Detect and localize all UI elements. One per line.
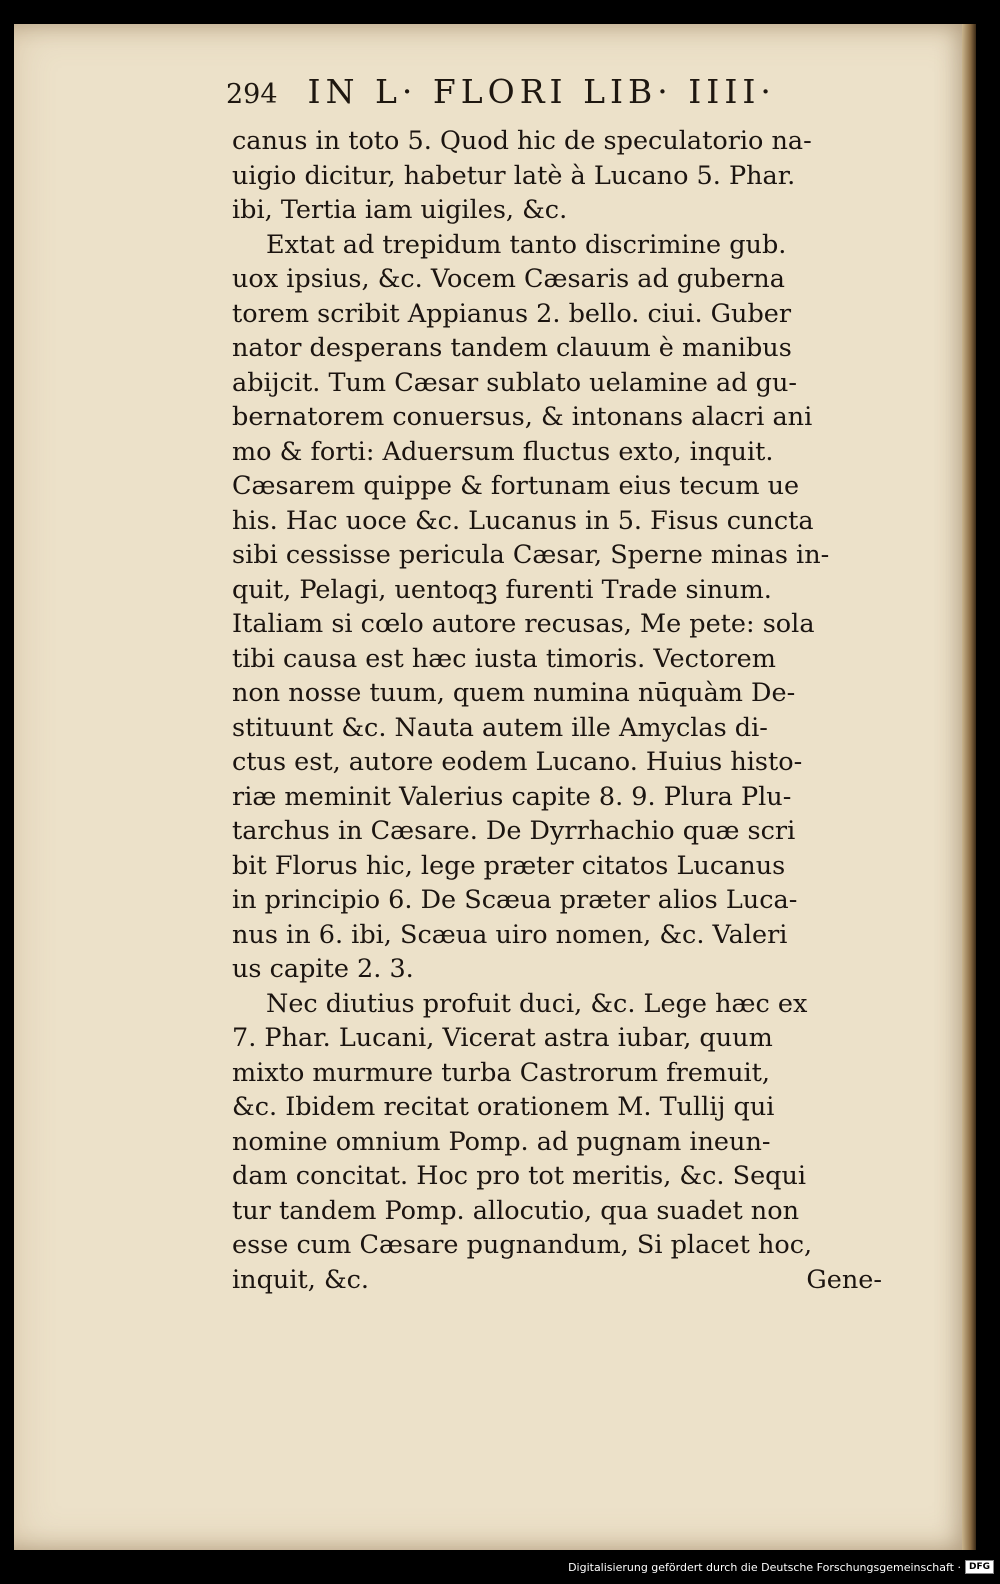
catchword: Gene- bbox=[806, 1264, 882, 1295]
digitization-credit bbox=[568, 1556, 994, 1578]
text-line: canus in toto 5. Quod hic de speculatorio na- bbox=[232, 126, 812, 156]
text-line: nomine omnium Pomp. ad pugnam ineun- bbox=[232, 1126, 771, 1157]
text-line: Italiam si cœlo autore recusas, Me pete: sola bbox=[232, 609, 815, 639]
text-line: esse cum Cæsare pugnandum, Si placet hoc, bbox=[232, 1230, 813, 1260]
text-line: quit, Pelagi, uentoqꝫ furenti Trade sinum. bbox=[232, 574, 772, 605]
text-line: tibi causa est hæc iusta timoris. Vectorem bbox=[232, 643, 776, 674]
text-line: mo & forti: Aduersum fluctus exto, inquit. bbox=[232, 436, 774, 467]
text-line: Cæsarem quippe & fortunam eius tecum ue bbox=[232, 471, 800, 501]
text-line: bernatorem conuersus, & intonans alacri ani bbox=[232, 402, 813, 432]
credit-text: Digitalisierung gefördert durch die Deutsche Forschungsgemeinschaft · bbox=[568, 1560, 961, 1574]
text-line: his. Hac uoce &c. Lucanus in 5. Fisus cuncta bbox=[232, 505, 814, 536]
paragraph-start-line: Extat ad trepidum tanto discrimine gub. bbox=[266, 229, 787, 260]
text-line: nus in 6. ibi, Scæua uiro nomen, &c. Valeri bbox=[232, 919, 788, 950]
text-line: nator desperans tandem clauum è manibus bbox=[232, 333, 792, 363]
last-line-text: inquit, &c. bbox=[232, 1264, 370, 1295]
text-line: ibi, Tertia iam uigiles, &c. bbox=[232, 195, 568, 225]
text-line: &c. Ibidem recitat orationem M. Tullij qui bbox=[232, 1092, 775, 1122]
text-line: in principio 6. De Scæua præter alios Luca- bbox=[232, 885, 798, 915]
text-line: non nosse tuum, quem numina nūquàm De- bbox=[232, 678, 796, 708]
dfg-logo: DFG bbox=[965, 1560, 994, 1574]
page-edge-shadow bbox=[962, 24, 976, 1550]
text-line: tur tandem Pomp. allocutio, qua suadet non bbox=[232, 1195, 800, 1226]
running-title: IN L· FLORI LIB· IIII· bbox=[307, 72, 776, 111]
page-number: 294 bbox=[226, 79, 278, 110]
body-text bbox=[232, 124, 892, 1297]
text-line: mixto murmure turba Castrorum fremuit, bbox=[232, 1057, 771, 1088]
paragraph-start-line: Nec diutius profuit duci, &c. Lege hæc ex bbox=[266, 988, 808, 1019]
text-line: torem scribit Appianus 2. bello. ciui. Guber bbox=[232, 298, 792, 329]
text-line: stituunt &c. Nauta autem ille Amyclas di- bbox=[232, 712, 768, 743]
text-line: dam concitat. Hoc pro tot meritis, &c. Sequi bbox=[232, 1161, 807, 1191]
text-line: tarchus in Cæsare. De Dyrrhachio quæ scri bbox=[232, 816, 796, 846]
text-line: abijcit. Tum Cæsar sublato uelamine ad gu- bbox=[232, 367, 797, 398]
last-line bbox=[232, 1263, 892, 1298]
text-line: sibi cessisse pericula Cæsar, Sperne minas in- bbox=[232, 540, 830, 570]
text-line: 7. Phar. Lucani, Vicerat astra iubar, quum bbox=[232, 1023, 773, 1053]
text-line: uox ipsius, &c. Vocem Cæsaris ad guberna bbox=[232, 264, 785, 294]
text-line: riæ meminit Valerius capite 8. 9. Plura Plu- bbox=[232, 781, 792, 812]
text-line: bit Florus hic, lege præter citatos Lucanus bbox=[232, 850, 786, 881]
text-line: uigio dicitur, habetur latè à Lucano 5. Phar. bbox=[232, 160, 796, 191]
text-line: ctus est, autore eodem Lucano. Huius histo- bbox=[232, 747, 803, 777]
running-head bbox=[226, 72, 876, 122]
text-line: us capite 2. 3. bbox=[232, 954, 414, 984]
